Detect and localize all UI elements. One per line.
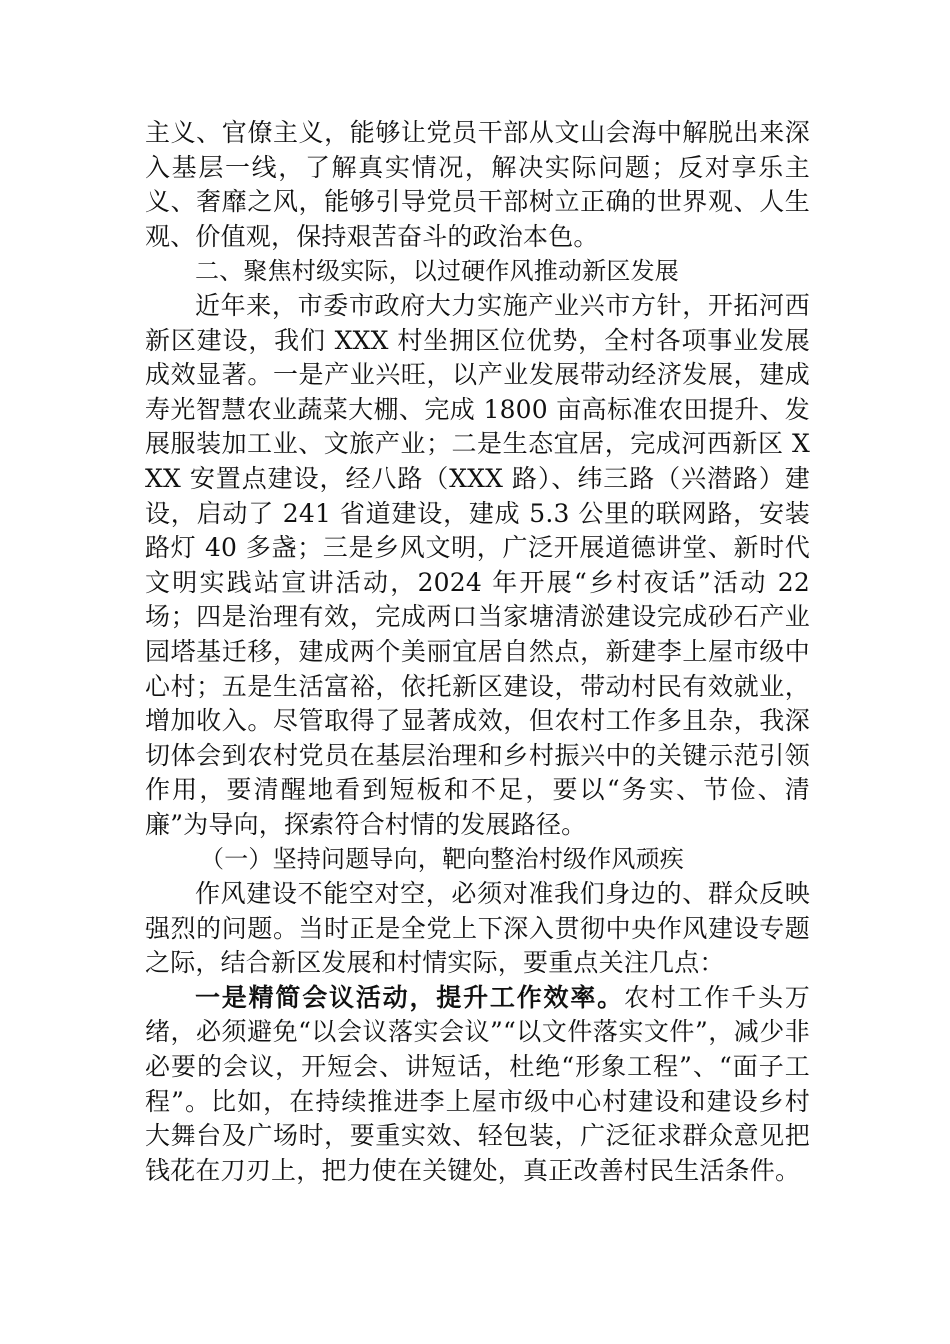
subsection-heading-1: （一）坚持问题导向，靶向整治村级作风顽疾 bbox=[200, 845, 684, 874]
paragraph-problem-focus: 作风建设不能空对空，必须对准我们身边的、群众反映强烈的问题。当时正是全党上下深入贯彻中央作风建设专题之际，结合新区发展和村情实际，要重点关注几点： bbox=[145, 879, 810, 978]
paragraph-point-1 bbox=[145, 981, 810, 1189]
document-page bbox=[145, 116, 810, 1188]
section-heading-2: 二、聚焦村级实际，以过硬作风推动新区发展 bbox=[195, 257, 679, 286]
paragraph-achievements: 近年来，市委市政府大力实施产业兴市方针，开拓河西新区建设，我们 XXX 村坐拥区位优势，全村各项事业发展成效显著。一是产业兴旺，以产业发展带动经济发展，建成寿光智慧农业蔬菜大棚、完成 1800 亩高标准农田提升、发展服装加工业、文旅产业；二是生态宜居，完成河西新区 XXX 安置点建设，经八路（XXX 路）、纬三路（兴潜路）建设，启动了 241 省道建设，建成 5.3 公里的联网路，安装路灯 40 多盏；三是乡风文明，广泛开展道德讲堂、新时代文明实践站宣讲活动，2024 年开展“乡村夜话”活动 22 场；四是治理有效，完成两口当家塘清淤建设完成砂石产业园塔基迁移，建成两个美丽宜居自然点，新建李上屋市级中心村；五是生活富裕，依托新区建设，带动村民有效就业，增加收入。尽管取得了显著成效，但农村工作多且杂，我深切体会到农村党员在基层治理和乡村振兴中的关键示范引领作用，要清醒地看到短板和不足，要以“务实、节俭、清廉”为导向，探索符合村情的发展路径。 bbox=[145, 290, 810, 839]
paragraph-intro: 主义、官僚主义，能够让党员干部从文山会海中解脱出来深入基层一线，了解真实情况，解决实际问题；反对享乐主义、奢靡之风，能够引导党员干部树立正确的世界观、人生观、价值观，保持艰苦奋斗的政治本色。 bbox=[145, 118, 810, 251]
point-1-body: 农村工作千头万绪，必须避免“以会议落实会议”“以文件落实文件”，减少非必要的会议，开短会、讲短话，杜绝“形象工程”、“面子工程”。比如，在持续推进李上屋市级中心村建设和建设乡村大舞台及广场时，要重实效、轻包装，广泛征求群众意见把钱花在刀刃上，把力使在关键处，真正改善村民生活条件。 bbox=[145, 982, 811, 1185]
point-1-lead: 一是精简会议活动，提升工作效率。 bbox=[195, 982, 624, 1012]
